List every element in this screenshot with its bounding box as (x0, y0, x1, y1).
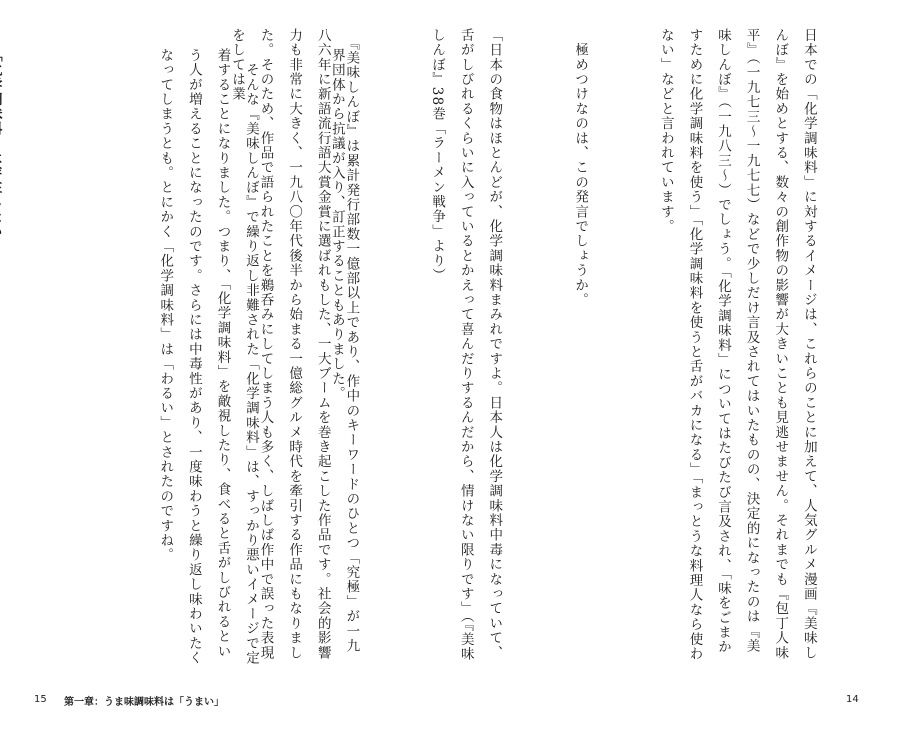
page-number: 15 (34, 694, 47, 705)
quote-paragraph: 「日本の食物はほとんどが、化学調味料まみれですよ。日本人は化学調味料中毒になっていて、舌がしびれるくらいに入っているとかえって喜んだりするんだから、情けない限りです」（『美味しんぼ』38巻「ラーメン戦争」より） (429, 28, 503, 662)
body-paragraph: 極めつけなのは、この発言でしょうか。 (572, 28, 589, 308)
body-paragraph: 界団体から抗議が入り、訂正することもありました。 (328, 48, 345, 401)
body-paragraph: 『美味しんぼ』は累計発行部数一億部以上であり、作中のキーワードのひとつ「究極」が一九八六年に新語流行語大賞金賞に選ばれもした、一大ブームを巻き起こした作品です。社会的影響力も非常に大きく、一九八〇年代後半から始まる一億総グルメ時代を牽引する作品にもなりました。そのため、作品で語られたことを鵜呑みにしてしまう人も多く、しばしば作中で誤った表現をしては業 (228, 28, 360, 661)
body-paragraph: 日本での「化学調味料」に対するイメージは、これらのことに加えて、人気グルメ漫画『美味しんぼ』を始めとする、数々の創作物の影響が大きいことも見逃せません。それまでも『包丁人味平』（一九七三〜一九七七）などで少しだけ言及されてはいたものの、決定的になったのは『美味しんぼ』（一九八三〜）でしょう。「化学調味料」についてはたびたび言及され、「味をごまかすために化学調味料を使う」「化学調味料を使うと舌がバカになる」「まっとうな料理人なら使わない」などと言われています。 (657, 28, 817, 662)
section-heading (0, 48, 8, 668)
body-paragraph: そんな『美味しんぼ』で繰り返し非難された「化学調味料」は、すっかり悪いイメージで定着することになりました。つまり、「化学調味料」を敵視したり、食べると舌がしびれるという人が増えることになったのです。さらには中毒性があり、一度味わうと繰り返し味わいたくなってしまうとも。とにかく「化学調味料」は「わるい」とされたのですね。 (157, 48, 260, 666)
blank-line (65, 48, 94, 668)
page-number: 14 (846, 694, 859, 705)
running-head: 第一章：うま味調味料は「うまい」 (64, 697, 224, 708)
